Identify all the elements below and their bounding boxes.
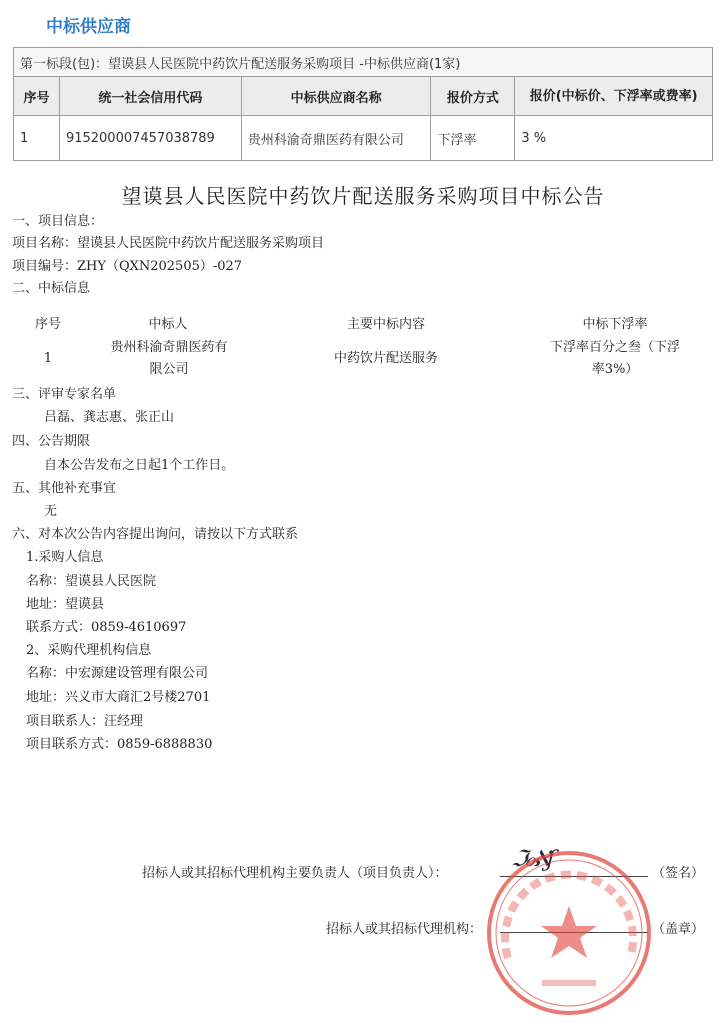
header-quote-method: 报价方式: [431, 77, 515, 116]
header-quote: 报价(中标价、下浮率或费率): [515, 77, 713, 116]
award-header-content: 主要中标内容: [346, 317, 425, 332]
project-name: 项目名称：望谟县人民医院中药饮片配送服务采购项目: [12, 236, 325, 251]
award-header-index: 序号: [34, 317, 61, 332]
section4-heading: 四、公告期限: [12, 434, 91, 449]
notice-period: 自本公告发布之日起1个工作日。: [44, 458, 235, 473]
agency-phone: 项目联系方式：0859-6888830: [26, 737, 213, 752]
section5-heading: 五、其他补充事宜: [12, 481, 117, 496]
supplier-section-title: 中标供应商: [46, 17, 131, 37]
header-credit-code: 统一社会信用代码: [59, 77, 241, 116]
cell-supplier-name: 贵州科渝奇鼎医药有限公司: [241, 116, 431, 161]
cell-credit-code: 915200007457038789: [59, 116, 241, 161]
award-rate-line1: 下浮率百分之叁（下浮: [549, 340, 680, 355]
cell-index: 1: [14, 116, 60, 161]
section2-heading: 二、中标信息: [12, 281, 91, 296]
section6-heading: 六、对本次公告内容提出询问，请按以下方式联系: [12, 527, 299, 542]
seal-label: 招标人或其招标代理机构：: [326, 922, 483, 937]
principal-label: 招标人或其招标代理机构主要负责人（项目负责人）：: [142, 866, 448, 881]
supplier-table-caption: 第一标段(包)：望谟县人民医院中药饮片配送服务采购项目 -中标供应商(1家): [14, 48, 713, 77]
purchaser-name: 名称：望谟县人民医院: [26, 574, 157, 589]
signature-note: （签名）: [652, 866, 705, 881]
seal-note: （盖章）: [652, 922, 705, 937]
purchaser-address: 地址：望谟县: [26, 597, 105, 612]
company-seal-stamp: [484, 848, 654, 1018]
experts-list: 吕磊、龚志惠、张正山: [44, 410, 175, 425]
purchaser-phone: 联系方式：0859-4610697: [26, 620, 187, 635]
handwritten-signature: ℑℴℵʃ: [509, 847, 555, 872]
award-header-rate: 中标下浮率: [582, 317, 648, 332]
agency-contact: 项目联系人：汪经理: [26, 714, 144, 729]
purchaser-heading: 1.采购人信息: [26, 550, 104, 565]
cell-quote: 3 %: [515, 116, 713, 161]
section1-heading: 一、项目信息：: [12, 214, 104, 229]
notice-title: 望谟县人民医院中药饮片配送服务采购项目中标公告: [121, 184, 605, 208]
header-index: 序号: [14, 77, 60, 116]
other-matters: 无: [44, 504, 58, 519]
award-winner-line1: 贵州科渝奇鼎医药有: [110, 340, 228, 355]
award-rate-line2: 率3%）: [591, 362, 639, 377]
agency-address: 地址：兴义市大商汇2号楼2701: [26, 690, 211, 705]
section3-heading: 三、评审专家名单: [12, 387, 117, 402]
cell-quote-method: 下浮率: [431, 116, 515, 161]
award-header-winner: 中标人: [148, 317, 188, 332]
project-number: 项目编号：ZHY（QXN202505）-027: [12, 259, 243, 274]
header-supplier-name: 中标供应商名称: [241, 77, 431, 116]
award-index: 1: [43, 351, 53, 366]
award-content: 中药饮片配送服务: [333, 351, 438, 366]
agency-heading: 2、采购代理机构信息: [26, 643, 152, 658]
agency-name: 名称：中宏源建设管理有限公司: [26, 666, 209, 681]
award-winner-line2: 限公司: [149, 362, 189, 377]
